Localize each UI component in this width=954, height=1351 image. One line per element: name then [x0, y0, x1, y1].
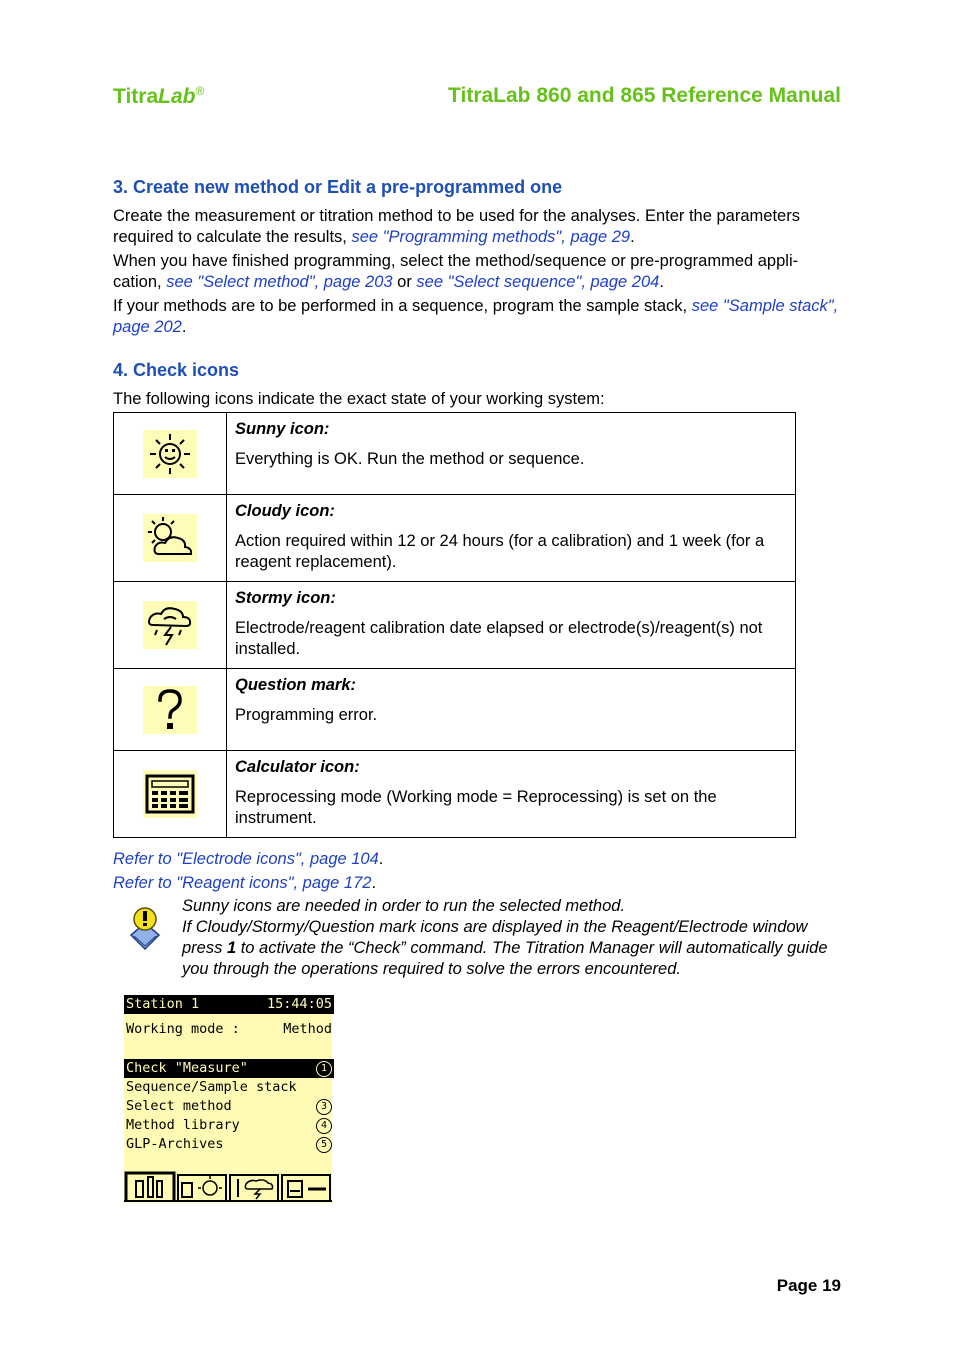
tab-stormy-status[interactable]	[230, 1175, 278, 1201]
menu-item-number: 4	[316, 1118, 332, 1134]
icon-description: Programming error.	[235, 706, 378, 724]
description-cell	[227, 669, 796, 751]
menu-item-label: Method library	[126, 1117, 240, 1133]
working-mode-row	[124, 1020, 334, 1039]
menu-item-select-method[interactable]	[124, 1097, 334, 1116]
section-4-intro: The following icons indicate the exact state of your working system:	[113, 390, 605, 408]
title-text: Cloudy icon	[235, 502, 330, 520]
menu-item-label: GLP-Archives	[126, 1136, 224, 1152]
menu-item-label: Sequence/Sample stack	[126, 1079, 297, 1095]
note-key: 1	[226, 939, 237, 957]
description-cell	[227, 582, 796, 669]
note-line-2-a: If Cloudy/Stormy/Question mark icons are displayed in the Reagent/Electrode window press	[182, 918, 808, 957]
cloudy-icon	[143, 514, 197, 562]
station-label: Station 1	[126, 996, 200, 1012]
title-text: Question mark	[235, 676, 351, 694]
p3-text: If your methods are to be performed in a sequence, program the sample stack,	[113, 297, 692, 315]
menu-item-number: 5	[316, 1137, 332, 1153]
title-colon: :	[350, 676, 357, 694]
link-select-sequence[interactable]: see "Select sequence", page 204	[416, 273, 660, 291]
p2-end: .	[659, 273, 664, 291]
description-cell	[227, 495, 796, 582]
icon-description: Action required within 12 or 24 hours (for a calibration) and 1 week (for a reagent replacement).	[235, 532, 765, 571]
icon-cell	[114, 495, 227, 582]
note-line-1: Sunny icons are needed in order to run the selected method.	[182, 897, 626, 915]
question-mark-icon	[143, 686, 197, 734]
link-reagent-icons[interactable]: Refer to "Reagent icons", page 172	[113, 874, 372, 892]
manual-title: TitraLab 860 and 865 Reference Manual	[448, 84, 841, 107]
icon-description: Reprocessing mode (Working mode = Reprocessing) is set on the instrument.	[235, 788, 717, 827]
section-3-paragraph-1	[113, 206, 843, 248]
p1-end: .	[630, 228, 635, 246]
icon-title	[235, 757, 787, 778]
menu-item-check-measure[interactable]	[124, 1059, 334, 1078]
menu-item-number: 1	[316, 1061, 332, 1077]
title-text: Sunny icon	[235, 420, 324, 438]
icon-cell	[114, 413, 227, 495]
brand-logo	[113, 84, 204, 109]
table-row	[114, 582, 796, 669]
page-number: Page 19	[776, 1276, 841, 1295]
p2-or: or	[392, 273, 417, 291]
description-cell	[227, 413, 796, 495]
section-3-heading: 3. Create new method or Edit a pre-programmed one	[113, 177, 563, 197]
section-3-paragraph-3	[113, 296, 843, 338]
calculator-icon	[143, 770, 197, 818]
screen-title-bar	[124, 995, 334, 1014]
description-cell	[227, 751, 796, 838]
title-text: Stormy icon	[235, 589, 331, 607]
working-mode-label: Working mode :	[126, 1021, 240, 1037]
link-select-method[interactable]: see "Select method", page 203	[166, 273, 393, 291]
icon-title	[235, 419, 787, 440]
menu-item-glp-archives[interactable]	[124, 1135, 334, 1154]
menu-item-method-library[interactable]	[124, 1116, 334, 1135]
clock: 15:44:05	[266, 996, 332, 1012]
section-4-heading: 4. Check icons	[113, 360, 240, 380]
icon-title	[235, 588, 787, 609]
p2-text: When you have finished programming, select the method/sequence or pre-programmed appli-cation,	[113, 252, 799, 291]
note-line-2-b: to activate the “Check” command. The Titration Manager will automatically guide you through the operations required to solve the errors encountered.	[182, 939, 828, 978]
ref1-dot: .	[378, 850, 384, 868]
section-3-paragraph-2	[113, 251, 843, 293]
title-colon: :	[330, 589, 336, 607]
reference-reagent-icons	[113, 873, 843, 894]
note-line-2	[182, 917, 842, 980]
icon-description: Electrode/reagent calibration date elapsed or electrode(s)/reagent(s) not installed.	[235, 619, 763, 658]
brand-registered: ®	[195, 84, 205, 98]
p3-end: .	[181, 318, 187, 336]
title-colon: :	[323, 420, 330, 438]
icon-cell	[114, 669, 227, 751]
link-electrode-icons[interactable]: Refer to "Electrode icons", page 104	[113, 850, 379, 868]
menu-item-label: Check "Measure"	[126, 1060, 248, 1076]
tab-instrument[interactable]	[282, 1175, 330, 1201]
screen-tab-bar	[124, 1171, 332, 1203]
link-programming-methods[interactable]: see "Programming methods", page 29	[351, 228, 631, 246]
reference-electrode-icons	[113, 849, 843, 870]
tab-reagents[interactable]	[178, 1175, 226, 1201]
table-row	[114, 751, 796, 838]
note-text	[182, 896, 842, 980]
table-row	[114, 413, 796, 495]
icon-title	[235, 501, 787, 522]
working-mode-value: Method	[283, 1021, 332, 1037]
p1-text: Create the measurement or titration method to be used for the analyses. Enter the parameters required to calculate the results,	[113, 207, 800, 246]
menu-item-sequence-sample-stack[interactable]	[124, 1078, 334, 1097]
table-row	[114, 495, 796, 582]
sunny-icon	[143, 430, 197, 478]
title-text: Calculator icon:	[235, 758, 360, 776]
brand-suffix: Lab	[158, 85, 196, 108]
table-row	[114, 669, 796, 751]
warning-icon	[128, 905, 162, 956]
link-sample-stack[interactable]: see "Sample stack", page 202	[113, 297, 839, 336]
icon-title	[235, 675, 787, 696]
icon-description: Everything is OK. Run the method or sequence.	[235, 450, 585, 468]
menu-item-label: Select method	[126, 1098, 232, 1114]
ref2-dot: .	[371, 874, 377, 892]
menu-item-number: 3	[316, 1099, 332, 1115]
tab-electrodes[interactable]	[126, 1173, 174, 1201]
stormy-icon	[143, 601, 197, 649]
icon-cell	[114, 582, 227, 669]
title-colon: :	[329, 502, 335, 520]
brand-prefix: Titra	[113, 85, 159, 108]
icon-cell	[114, 751, 227, 838]
icons-table	[113, 412, 796, 838]
instrument-screen	[124, 995, 332, 1203]
